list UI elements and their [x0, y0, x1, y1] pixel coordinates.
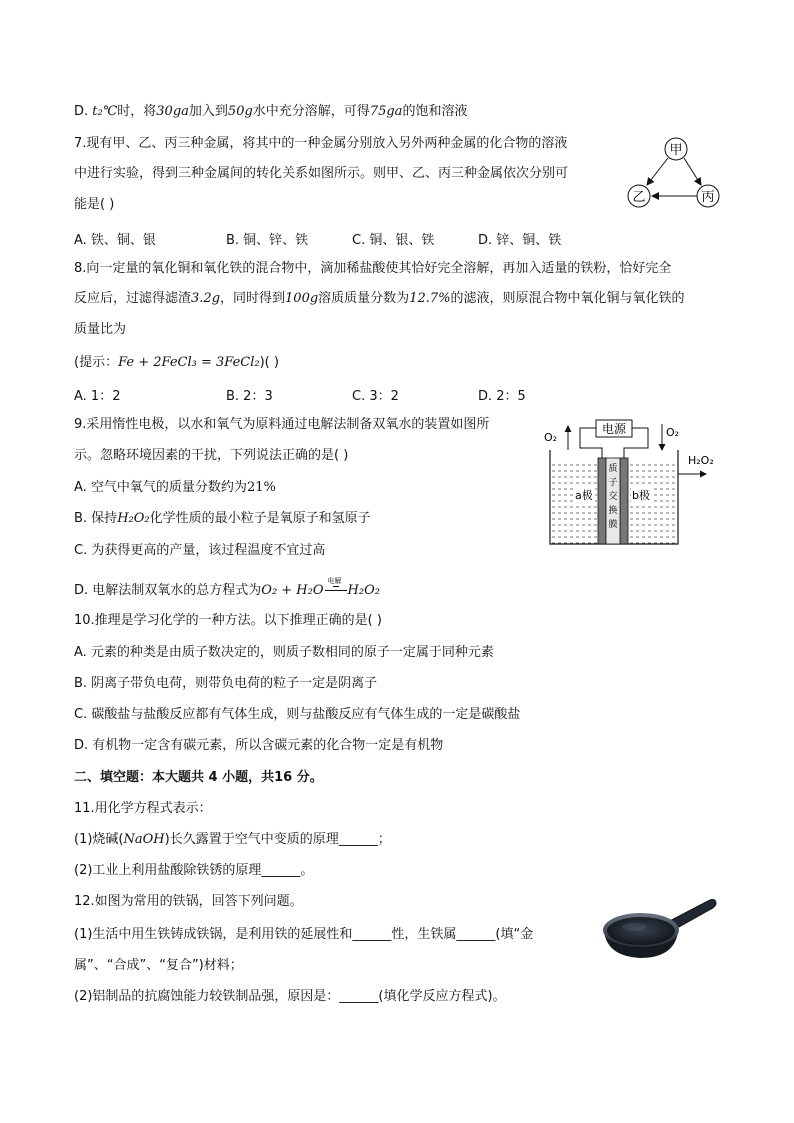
arrow-jia-to-yi — [647, 158, 668, 185]
electrode-b-label: b极 — [632, 489, 650, 502]
q9-option-b: B. 保持H₂O₂化学性质的最小粒子是氧原子和氢原子 — [74, 511, 371, 526]
q9-option-d: D. 电解法制双氧水的总方程式为O₂ + H₂O 电解 H₂O₂ — [74, 576, 380, 598]
section-heading-fill-in: 二、填空题：本大题共 4 小题，共16 分。 — [74, 770, 323, 785]
q8-option-d: D. 2：5 — [478, 389, 526, 404]
q7-stem-line2: 中进行实验，得到三种金属间的转化关系如图所示。则甲、乙、丙三种金属依次分别可 — [74, 166, 569, 181]
q12-part2: (2)铝制品的抗腐蚀能力较铁制品强，原因是：______(填化学反应方程式)。 — [74, 989, 506, 1004]
q7-stem-line1: 7.现有甲、乙、丙三种金属，将其中的一种金属分别放入另外两种金属的化合物的溶液 — [74, 136, 568, 151]
electrolysis-equals-sign: 电解 — [324, 584, 348, 598]
q10-option-c: C. 碳酸盐与盐酸反应都有气体生成，则与盐酸反应有气体生成的一定是碳酸盐 — [74, 707, 521, 722]
o2-left-label: O₂ — [544, 431, 558, 444]
q7-option-d: D. 锌、铜、铁 — [478, 233, 562, 248]
membrane-char-2: 子 — [608, 478, 618, 488]
label-bing: 丙 — [701, 190, 715, 205]
q8-option-a: A. 1：2 — [74, 389, 121, 404]
o2-right-label: O₂ — [666, 426, 680, 439]
q7-option-c: C. 铜、银、铁 — [352, 233, 435, 248]
q9-stem-line2: 示。忽略环境因素的干扰，下列说法正确的是( ) — [74, 448, 349, 463]
q11-part2: (2)工业上利用盐酸除铁锈的原理______。 — [74, 863, 314, 878]
q8-stem-line1: 8.向一定量的氧化铜和氧化铁的混合物中，滴加稀盐酸使其恰好完全溶解，再加入适量的铁粉，恰好完全 — [74, 261, 672, 276]
label-yi: 乙 — [632, 190, 646, 205]
q9-option-a: A. 空气中氧气的质量分数约为21% — [74, 480, 276, 495]
electrode-a-label: a极 — [575, 489, 593, 502]
q12-stem: 12.如图为常用的铁锅，回答下列问题。 — [74, 894, 303, 909]
arrow-jia-to-bing — [684, 158, 701, 185]
q8-stem-line3: 质量比为 — [74, 322, 127, 337]
membrane-char-1: 质 — [608, 464, 618, 474]
q12-part1-line1: (1)生活中用生铁铸成铁锅，是利用铁的延展性和______性，生铁属______(填“金 — [74, 927, 534, 942]
q7-option-b: B. 铜、锌、铁 — [226, 233, 309, 248]
q8-option-c: C. 3：2 — [352, 389, 399, 404]
wok-interior — [607, 917, 675, 945]
q10-stem: 10.推理是学习化学的一种方法。以下推理正确的是( ) — [74, 613, 382, 628]
membrane-char-3: 交 — [608, 492, 618, 502]
q7-option-a: A. 铁、铜、银 — [74, 233, 156, 248]
q10-option-b: B. 阴离子带负电荷，则带负电荷的粒子一定是阴离子 — [74, 676, 378, 691]
q7-stem-line3: 能是( ) — [74, 197, 115, 212]
q11-stem: 11.用化学方程式表示： — [74, 801, 212, 816]
electrode-a — [598, 458, 606, 544]
h2o2-label: H₂O₂ — [688, 454, 714, 467]
q8-stem-line2: 反应后，过滤得滤渣3.2g，同时得到100g溶质质量分数为12.7%的滤液，则原混合物中氧化铜与氧化铁的 — [74, 291, 685, 306]
q8-option-b: B. 2：3 — [226, 389, 273, 404]
membrane-char-5: 膜 — [608, 520, 618, 530]
electrode-b — [620, 458, 628, 544]
q10-option-a: A. 元素的种类是由质子数决定的，则质子数相同的原子一定属于同种元素 — [74, 645, 494, 660]
q9-option-c: C. 为获得更高的产量，该过程温度不宜过高 — [74, 543, 326, 558]
power-source-label: 电源 — [601, 422, 627, 436]
metal-conversion-diagram — [624, 136, 724, 212]
label-jia: 甲 — [669, 143, 683, 158]
q9-stem-line1: 9.采用惰性电极，以水和氧气为原料通过电解法制备双氧水的装置如图所 — [74, 417, 490, 432]
q11-part1: (1)烧碱(NaOH)长久露置于空气中变质的原理______； — [74, 832, 391, 847]
electrolysis-apparatus-diagram — [540, 414, 728, 548]
q10-option-d: D. 有机物一定含有碳元素，所以含碳元素的化合物一定是有机物 — [74, 738, 444, 753]
q8-hint: (提示：Fe + 2FeCl₃ = 3FeCl₂)( ) — [74, 355, 279, 370]
q12-part1-line2: 属”、“合成”、“复合”)材料； — [74, 958, 243, 973]
q6-option-d: D. t₂℃时，将30ga加入到50g水中充分溶解，可得75ga的饱和溶液 — [74, 104, 468, 119]
iron-wok-image — [598, 894, 722, 964]
membrane-char-4: 换 — [608, 506, 618, 516]
